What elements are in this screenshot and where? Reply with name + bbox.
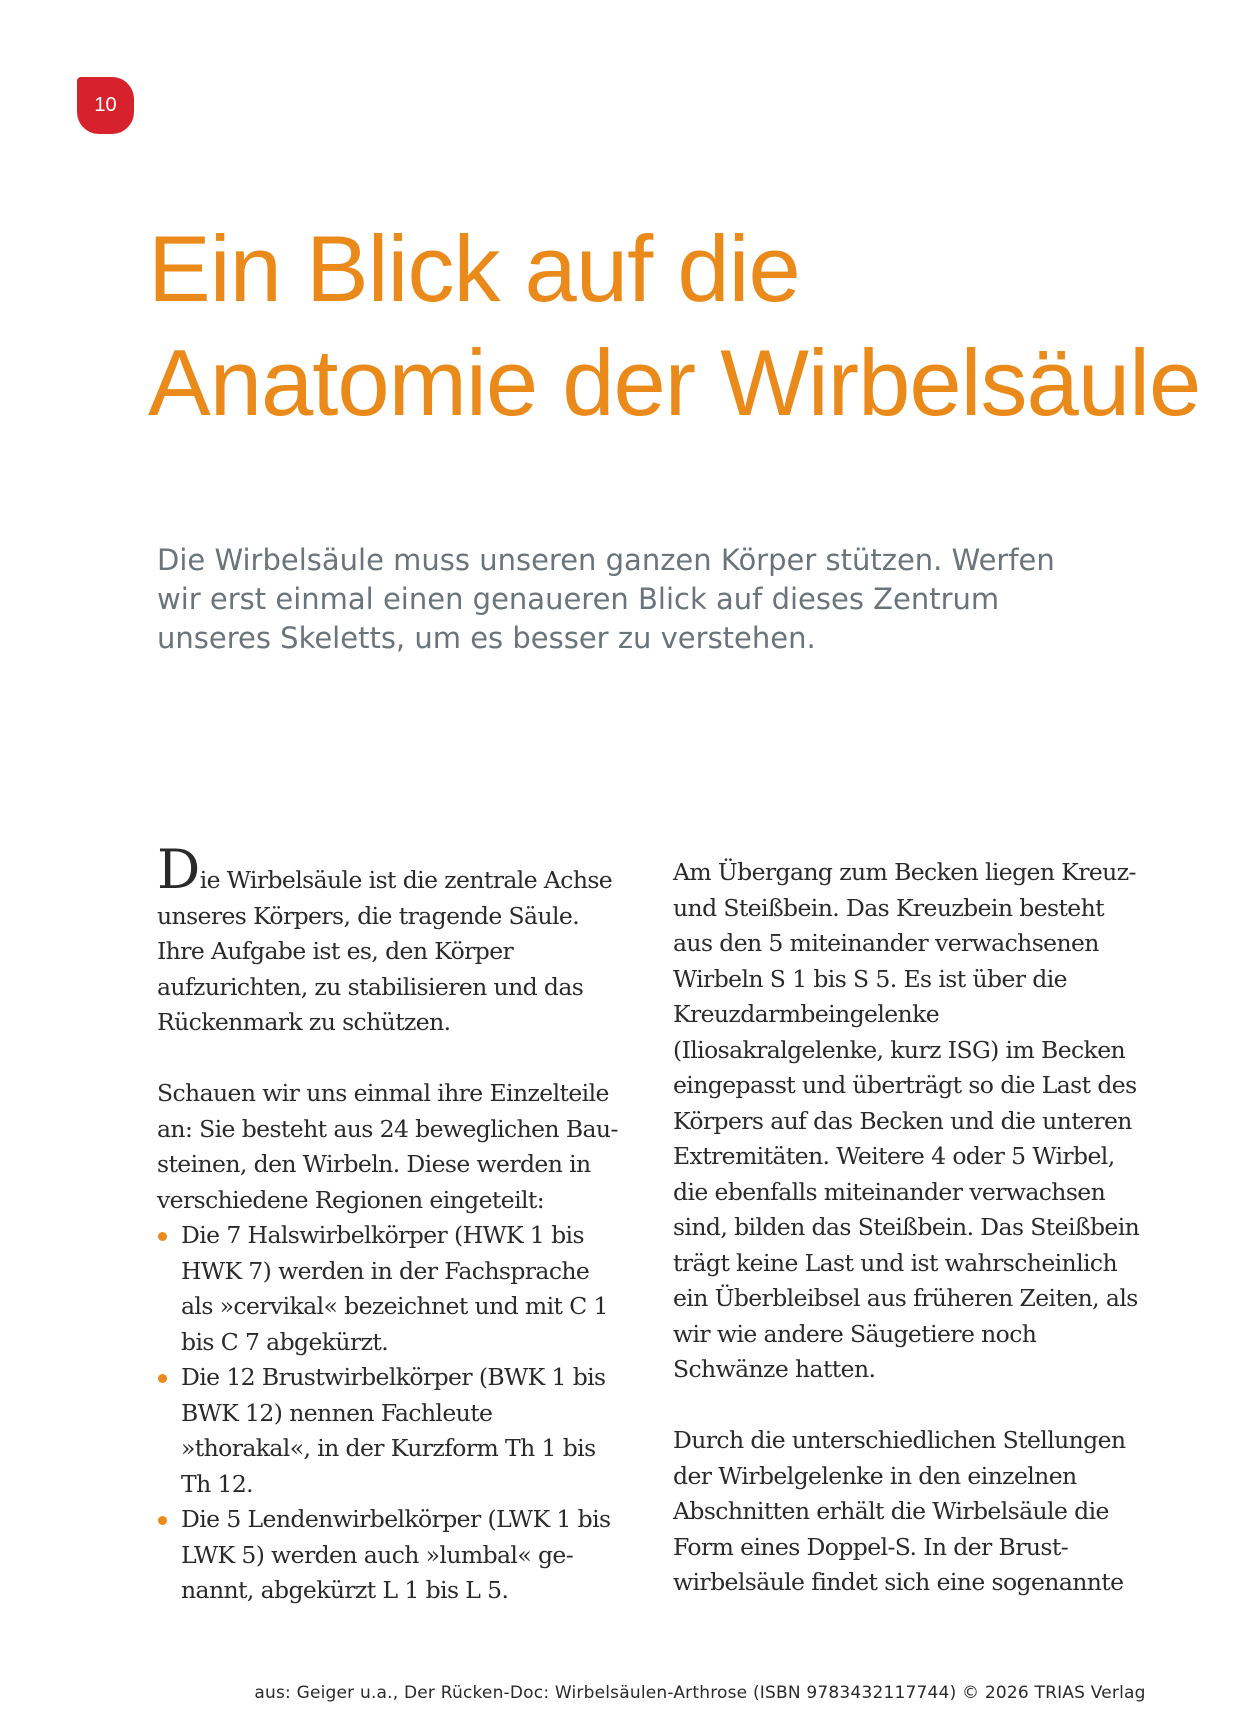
page-title (148, 212, 1200, 440)
list-item: Die 7 Halswirbelkörper (HWK 1 bis HWK 7) werden in der Fachsprache als »cervikal« bezeichnet und mit C 1 bis C 7 abgekürzt. (157, 1218, 627, 1360)
title-line-1: Ein Blick auf die (148, 216, 800, 321)
left-column (157, 838, 627, 1609)
list-item: Die 5 Lendenwirbelkörper (LWK 1 bis LWK 5) werden auch »lumbal« genannt, abgekürzt L 1 bis L 5. (157, 1502, 627, 1609)
regions-paragraph: Schauen wir uns einmal ihre Einzelteile an: Sie besteht aus 24 beweglichen Bausteinen, den Wirbeln. Diese werden in verschiedene Regionen eingeteilt: (157, 1079, 619, 1214)
list-item: Die 12 Brustwirbelkörper (BWK 1 bis BWK 12) nennen Fachleute »thorakal«, in der Kurzform Th 1 bis Th 12. (157, 1360, 627, 1502)
intro-text: ie Wirbelsäule ist die zentrale Achse unseres Körpers, die tragende Säule. Ihre Aufgabe ist es, den Körper aufzurichten, zu stabilisieren und das Rückenmark zu schützen. (157, 866, 613, 1036)
source-footer: aus: Geiger u.a., Der Rücken-Doc: Wirbelsäulen-Arthrose (ISBN 9783432117744) © 2026 TRIAS Verlag (254, 1683, 1146, 1703)
right-column (673, 855, 1143, 1601)
intro-paragraph (157, 838, 627, 1041)
curvature-paragraph: Durch die unterschiedlichen Stellungen der Wirbelgelenke in den einzelnen Abschnitten erhält die Wirbelsäule die Form eines Doppel-S. In der Brustwirbelsäule findet sich eine sogenannte (673, 1426, 1126, 1596)
page-number: 10 (94, 94, 117, 116)
lead-paragraph: Die Wirbelsäule muss unseren ganzen Körper stützen. Werfen wir erst einmal einen genaueren Blick auf dieses Zentrum unseres Skeletts, um es besser zu verstehen. (157, 543, 1055, 655)
drop-cap: D (157, 838, 200, 901)
page-number-badge (77, 77, 134, 134)
region-list (157, 1218, 627, 1609)
title-line-2: Anatomie der Wirbelsäule (148, 330, 1201, 435)
sacrum-paragraph: Am Übergang zum Becken liegen Kreuz- und Steißbein. Das Kreuzbein besteht aus den 5 miteinander verwachsenen Wirbeln S 1 bis S 5. Es ist über die Kreuzdarmbeingelenke (Iliosakralgelenke, kurz ISG) im Becken eingepasst und überträgt so die Last des Körpers auf das Becken und die unteren Extremitäten. Weitere 4 oder 5 Wirbel, die ebenfalls miteinander verwachsen sind, bilden das Steißbein. Das Steißbein trägt keine Last und ist wahrscheinlich ein Überbleibsel aus früheren Zeiten, als wir wie andere Säugetiere noch Schwänze hatten. (673, 858, 1140, 1383)
